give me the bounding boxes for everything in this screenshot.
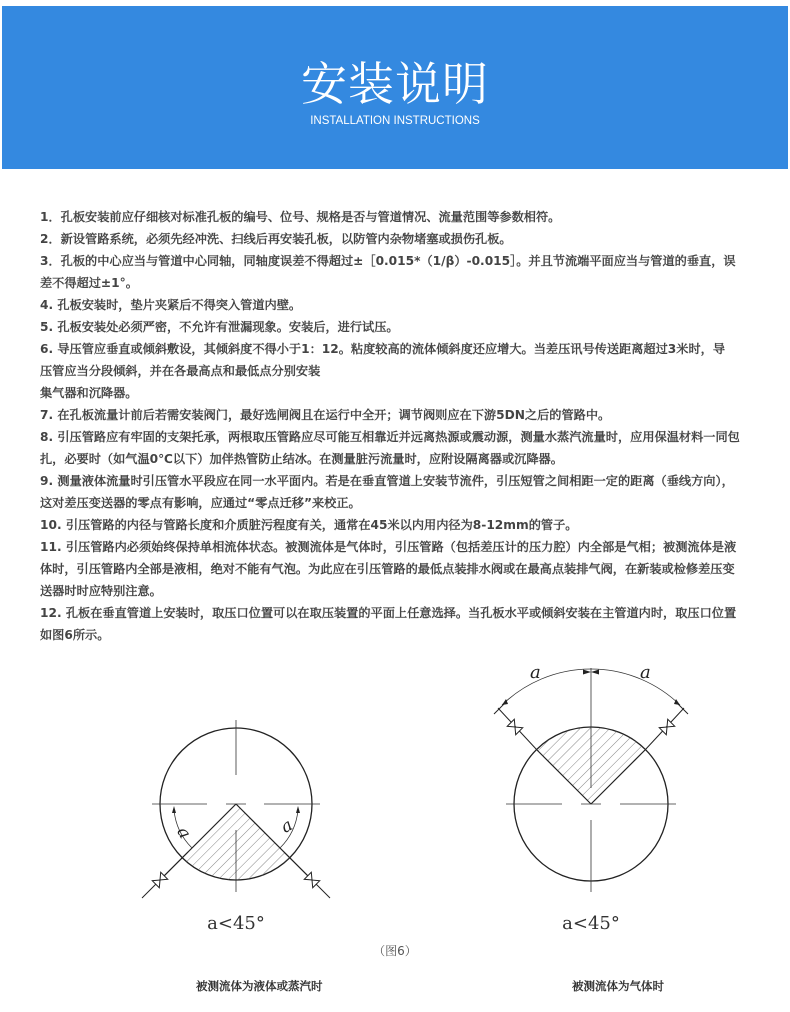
header-banner [2, 6, 788, 169]
figure-label-gas: 被测流体为气体时 [572, 979, 664, 993]
instruction-item: 11. 引压管路内必须始终保持单相流体状态。被测流体是气体时，引压管路（包括差压计的压力腔）内全部是气相；被测流体是液体时，引压管路内全部是液相，绝对不能有气泡。为此应在引压管路的最低点装排水阀或在最高点装排气阀，在新装或检修差压变送器时时应特别注意。 [40, 540, 737, 598]
pipe-cross-section-diagram [130, 720, 350, 940]
angle-label: a [530, 662, 541, 683]
angle-label: a [277, 815, 297, 838]
figure-gas [480, 650, 710, 940]
pipe-cross-section-diagram [480, 650, 710, 940]
figure-label-liquid: 被测流体为液体或蒸汽时 [196, 979, 323, 993]
instruction-item: 2．新设管路系统，必须先经冲洗、扫线后再安装孔板，以防管内杂物堵塞或损伤孔板。 [40, 232, 512, 246]
instructions-list [40, 206, 740, 646]
instruction-item: 6. 导压管应垂直或倾斜敷设，其倾斜度不得小于1：12。粘度较高的流体倾斜度还应增大。当差压讯号传送距离超过3米时，导压管应当分段倾斜，并在各最高点和最低点分别安装 [40, 342, 726, 378]
figure-caption: （图6） [373, 944, 417, 958]
angle-condition: a<45° [207, 913, 265, 934]
angle-label: a [640, 662, 651, 683]
angle-label: a [172, 823, 195, 843]
instruction-item: 1．孔板安装前应仔细核对标准孔板的编号、位号、规格是否与管道情况、流量范围等参数相符。 [40, 210, 561, 224]
instruction-item: 8. 引压管路应有牢固的支架托承，两根取压管路应尽可能互相靠近并远离热源或震动源，测量水蒸汽流量时，应用保温材料一同包扎，必要时（如气温0℃以下）加伴热管防止结冰。在测量脏污流量时，应附设隔离器或沉降器。 [40, 430, 740, 466]
figure-liquid-steam [130, 720, 350, 940]
instruction-item: 10. 引压管路的内径与管路长度和介质脏污程度有关，通常在45米以内用内径为8-12mm的管子。 [40, 518, 578, 532]
angle-condition: a<45° [562, 913, 620, 934]
page-subtitle: INSTALLATION INSTRUCTIONS [310, 115, 480, 127]
impulse-line-left [142, 852, 188, 898]
instruction-item: 12. 孔板在垂直管道上安装时，取压口位置可以在取压装置的平面上任意选择。当孔板水平或倾斜安装在主管道内时，取压口位置如图6所示。 [40, 606, 737, 642]
instruction-item: 4. 孔板安装时，垫片夹紧后不得突入管道内壁。 [40, 298, 302, 312]
instruction-item: 集气器和沉降器。 [40, 386, 138, 400]
instruction-item: 7. 在孔板流量计前后若需安装阀门，最好选闸阀且在运行中全开；调节阀则应在下游5DN之后的管路中。 [40, 408, 611, 422]
page-title: 安装说明 [301, 57, 489, 111]
instruction-item: 3．孔板的中心应当与管道中心同轴，同轴度误差不得超过±［0.015*（1/β）-0.015］。并且节流端平面应当与管道的垂直，误差不得超过±1°。 [40, 254, 736, 290]
impulse-line-right [284, 852, 330, 898]
instruction-item: 5. 孔板安装处必须严密，不允许有泄漏现象。安装后，进行试压。 [40, 320, 399, 334]
instruction-item: 9. 测量液体流量时引压管水平段应在同一水平面内。若是在垂直管道上安装节流件，引压短管之间相距一定的距离（垂线方向），这对差压变送器的零点有影响，应通过“零点迁移”来校正。 [40, 474, 734, 510]
